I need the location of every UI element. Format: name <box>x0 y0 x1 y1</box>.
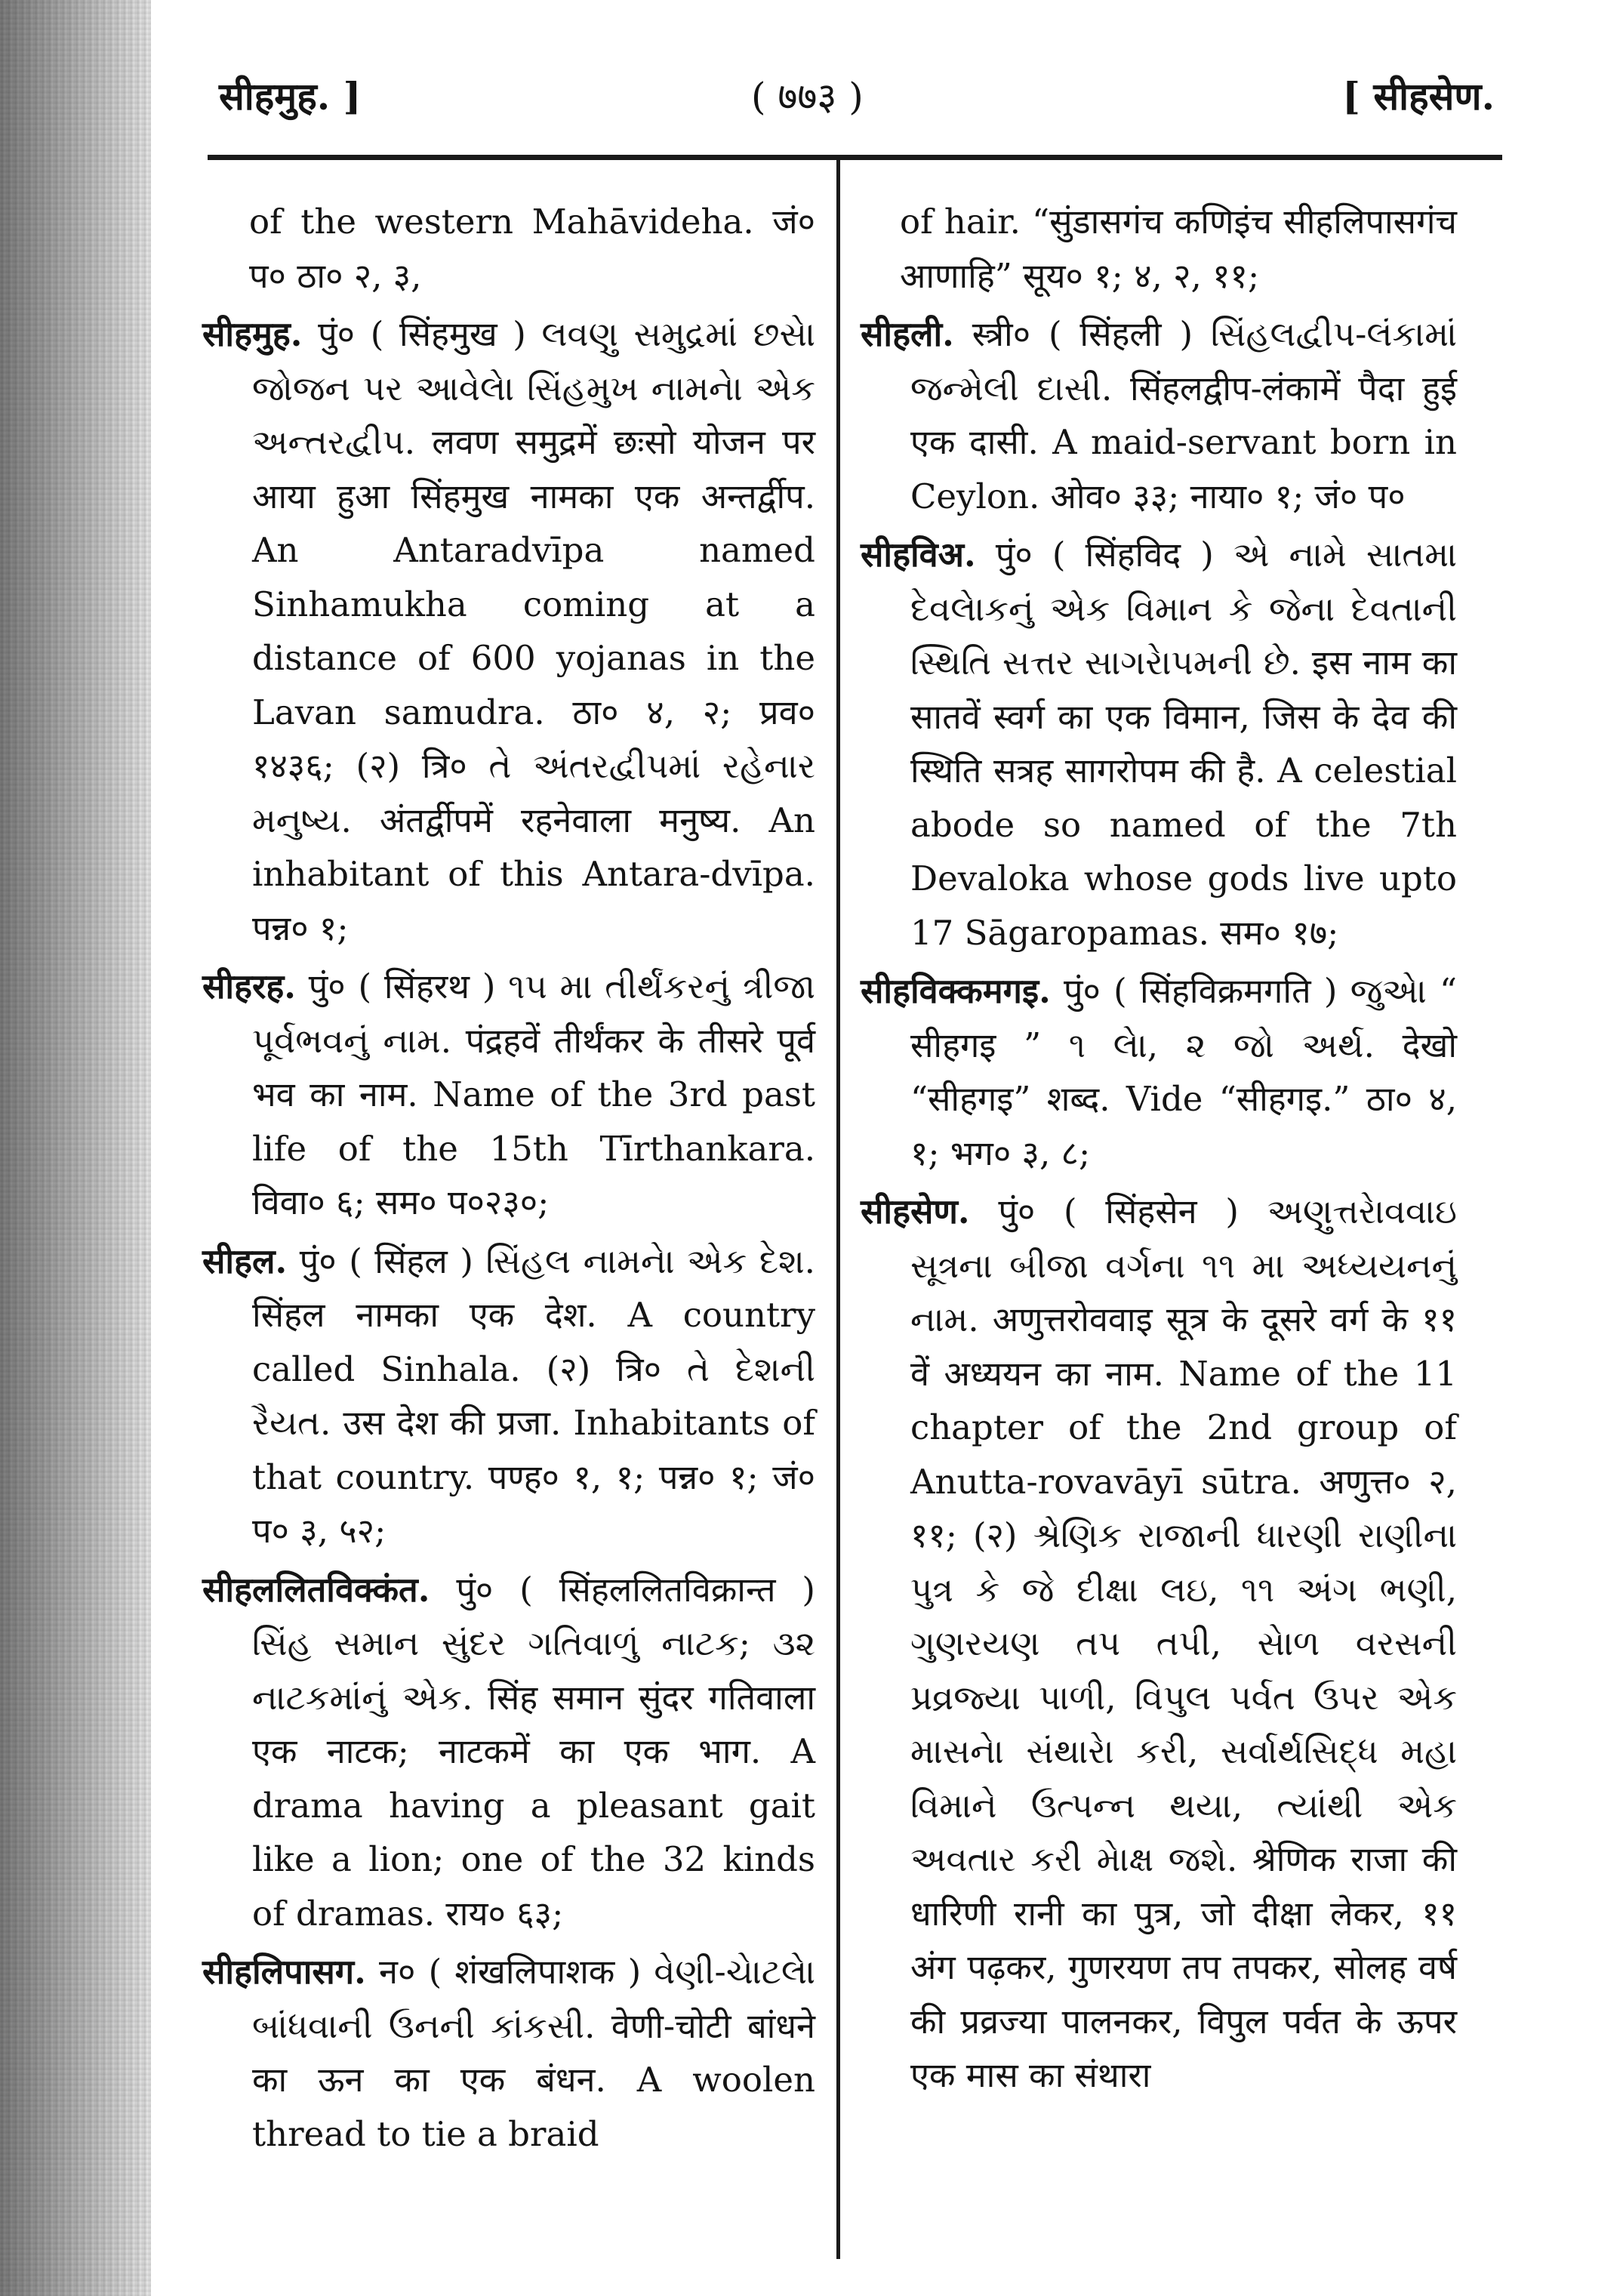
left-column <box>202 195 815 2161</box>
column-divider <box>836 160 840 2259</box>
entry-headword: सीहलिपासग. <box>202 1952 366 1992</box>
entry-headword: सीहमुह. <box>202 314 303 354</box>
page-number: ( ७७३ ) <box>751 75 864 119</box>
right-column <box>861 195 1457 2103</box>
entry-headword: सीहविक्कमगइ. <box>861 971 1051 1011</box>
dictionary-entry <box>202 960 815 1230</box>
entry-text: of the western Mahāvideha. जं० प० ठा० २, ३, <box>249 202 815 296</box>
entry-headword: सीहरह. <box>202 966 296 1006</box>
entry-headword: सीहललितविक्कंत. <box>202 1569 430 1610</box>
entry-text: न० ( शंखलिपाशक ) વેણી-ચેાટલેા બાંધવાની ઉનની કાંકસી. वेणी-चोटी बांधने का ऊन का एक बंधन. A woolen thread to tie a braid <box>252 1952 815 2154</box>
entry-text: पुं० ( सिंहरथ ) ૧૫ મા તીર્થંકરનું ત્રીજા પૂર્વભવનું નામ. पंद्रहवें तीर्थंकर के तीसरे पूर्व भव का नाम. Name of the 3rd past life of the 15th Tīrthankara. विवा० ६; सम० प०२३०; <box>252 966 815 1222</box>
entry-headword: सीहविअ. <box>861 535 976 575</box>
dictionary-entry-continued <box>202 195 815 303</box>
running-head-left: सीहमुह. ] <box>219 74 362 119</box>
entry-headword: सीहसेण. <box>861 1191 970 1231</box>
entry-text: of hair. “सुंडासगंच कणिइंच सीहलिपासगंच आणाहि” सूय० १; ४, २, ११; <box>900 202 1457 296</box>
entry-headword: सीहली. <box>861 314 954 354</box>
dictionary-entry <box>202 307 815 955</box>
entry-text: स्त्री० ( सिंहली ) સિંહલદ્વીપ-લંકામાં જન્મેલી દાસી. सिंहलद्वीप-लंकामें पैदा हुई एक दासी. A maid-servant born in Ceylon. ओव० ३३; नाया० १; जं० प० <box>910 314 1457 516</box>
dictionary-entry <box>202 1945 815 2161</box>
dictionary-entry <box>861 528 1457 960</box>
dictionary-entry <box>202 1563 815 1941</box>
dictionary-entry <box>861 964 1457 1180</box>
running-head-right: [ सीहसेण. <box>1342 74 1495 119</box>
dictionary-entry <box>861 1185 1457 2103</box>
dictionary-entry-continued <box>861 195 1457 303</box>
dictionary-entry <box>202 1234 815 1558</box>
scan-binding-edge <box>0 0 151 2296</box>
dictionary-entry <box>861 307 1457 523</box>
entry-text: पुं० ( सिंहसेन ) અણુત્તરેાવવાઇ સૂત્રના બીજા વર્ગના ૧૧ મા અધ્યયનનું નામ. अणुत्तरोववाइ सूत्र के दूसरे वर्ग के ११ वें अध्ययन का नाम. Name of the 11 chapter of the 2nd group of Anutta-rovavāyī sūtra. अणुत्त० २, ११; (२) શ્રેણિક રાજાની ધારણી રાણીના પુત્ર કે જે દીક્ષા લઇ, ૧૧ અંગ ભણી, ગુણરયણ તપ તપી, સેાળ વરસની પ્રવ્રજ્યા પાળી, વિપુલ પર્વત ઉપર એક માસનેા સંથારેા કરી, સર્વાર્થસિદ્ધ મહા વિમાને ઉત્પન્ન થયા, ત્યાંથી એક અવતાર કરી મેાક્ષ જશે. श्रेणिक राजा की धारिणी रानी का पुत्र, जो दीक्षा लेकर, ११ अंग पढ़कर, गुणरयण तप तपकर, सोलह वर्ष की प्रव्रज्या पालनकर, विपुल पर्वत के ऊपर एक मास का संथारा <box>910 1191 1457 2095</box>
entry-text: पुं० ( सिंहमुख ) લવણુ સમુદ્રમાં છસેા જોજન પર આવેલેા સિંહમુખ નામનેા એક અન્તરદ્વીપ. लवण समुद्रमें छःसो योजन पर आया हुआ सिंहमुख नामका एक अन्तर्द्वीप. An Antaradvīpa named Sinhamukha coming at a distance of 600 yojanas in the Lavan samudra. ठा० ४, २; प्रव० १४३६; (२) त्रि० તે અંતરદ્વીપમાં રહેનાર મનુષ્ય. अंतर्द्वीपमें रहनेवाला मनुष्य. An inhabitant of this Antara-dvīpa. पन्न० १; <box>252 314 815 948</box>
entry-text: पुं० ( सिंहल ) સિંહલ નામનેા એક દેશ. सिंहल नामका एक देश. A country called Sinhala. (२) त्रि० તે દેશની રૈયત. उस देश की प्रजा. Inhabitants of that country. पण्ह० १, १; पन्न० १; जं० प० ३, ५२; <box>252 1240 815 1551</box>
entry-text: पुं० ( सिंहविद ) એ નામે સાતમા દેવલેાકનું એક વિમાન કે જેના દેવતાની સ્થિતિ સત્તર સાગરેાપમની છે. इस नाम का सातवें स्वर्ग का एक विमान, जिस के देव की स्थिति सत्रह सागरोपम की है. A celestial abode so named of the 7th Devaloka whose gods live upto 17 Sāgaropamas. सम० १७; <box>910 535 1458 953</box>
entry-text: पुं० ( सिंहविक्रमगति ) જુએા “ सीहगइ ” ૧ લેા, ૨ જો અર્થ. देखो “सीहगइ” शब्द. Vide “सीहगइ.” ठा० ४, १; भग० ३, ८; <box>910 971 1457 1173</box>
entry-text: पुं० ( सिंहललितविक्रान्त ) સિંહ સમાન સુંદર ગતિવાળું નાટક; ૩૨ નાટકમાંનું એક. सिंह समान सुंदर गतिवाला एक नाटक; नाटकमें का एक भाग. A drama having a pleasant gait like a lion; one of the 32 kinds of dramas. राय० ६३; <box>252 1569 815 1934</box>
entry-headword: सीहल. <box>202 1240 288 1281</box>
header-rule <box>208 155 1502 160</box>
